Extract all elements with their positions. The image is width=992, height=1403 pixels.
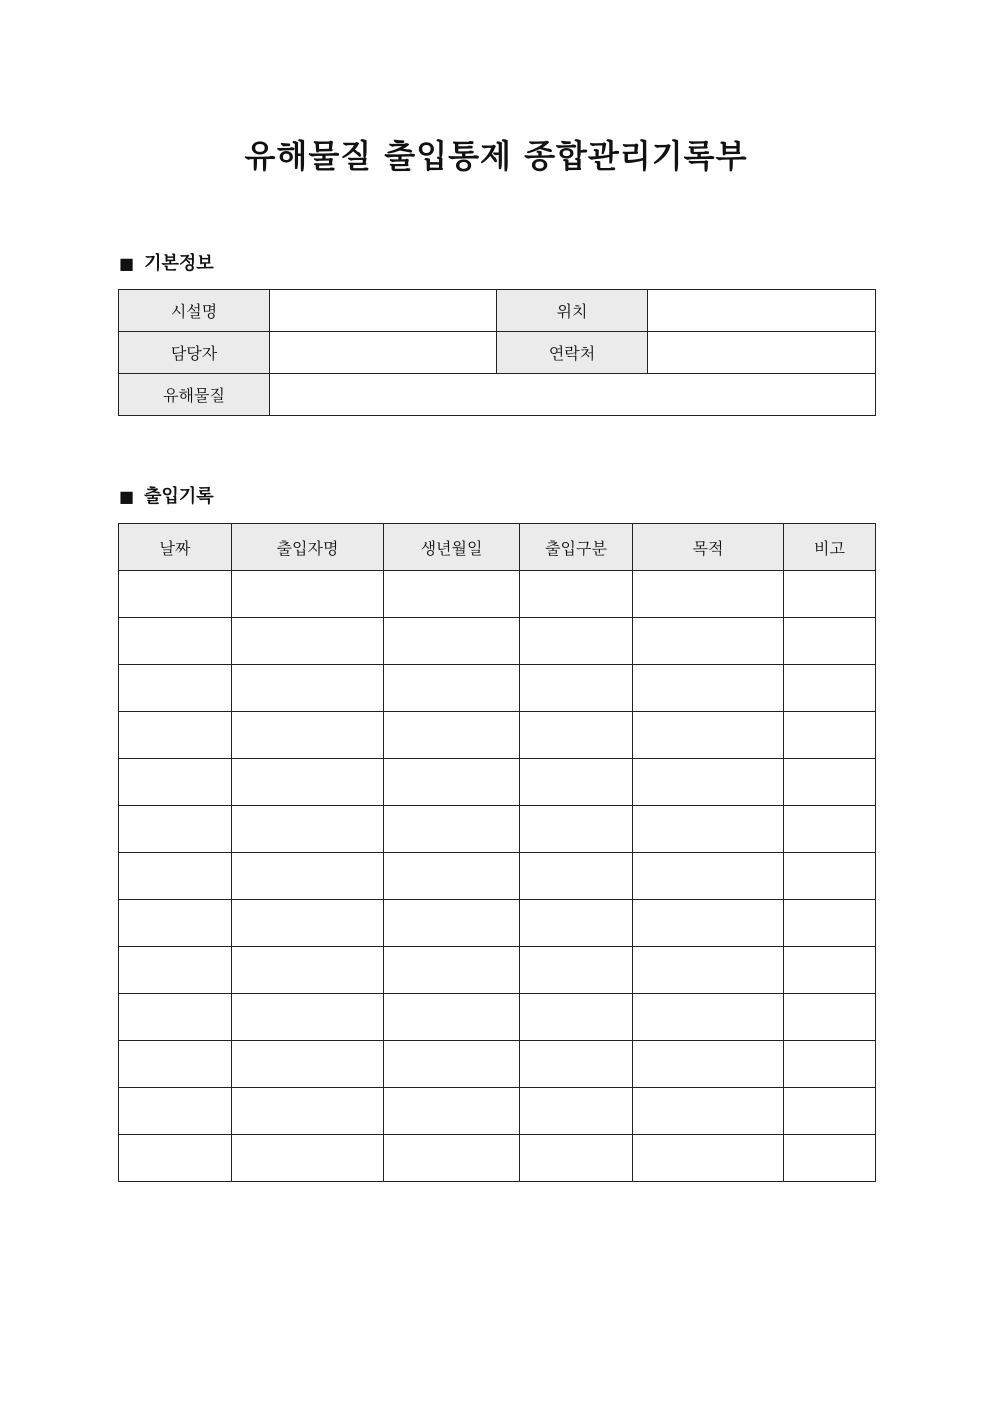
cell-date[interactable] <box>119 1088 232 1135</box>
cell-remarks[interactable] <box>784 947 876 994</box>
cell-remarks[interactable] <box>784 1088 876 1135</box>
table-row <box>119 1088 876 1135</box>
cell-access-type[interactable] <box>520 571 633 618</box>
cell-visitor-name[interactable] <box>232 900 384 947</box>
cell-purpose[interactable] <box>633 900 784 947</box>
cell-remarks[interactable] <box>784 759 876 806</box>
contact-field[interactable] <box>648 332 876 374</box>
cell-visitor-name[interactable] <box>232 806 384 853</box>
cell-visitor-name[interactable] <box>232 994 384 1041</box>
table-row <box>119 947 876 994</box>
cell-purpose[interactable] <box>633 1135 784 1182</box>
cell-date[interactable] <box>119 759 232 806</box>
cell-date[interactable] <box>119 571 232 618</box>
cell-date[interactable] <box>119 1135 232 1182</box>
basic-info-heading-label: 기본정보 <box>144 253 214 274</box>
cell-remarks[interactable] <box>784 712 876 759</box>
contact-label: 연락처 <box>497 332 648 374</box>
facility-name-label: 시설명 <box>119 290 270 332</box>
cell-birth-date[interactable] <box>384 947 520 994</box>
basic-info-row <box>119 290 876 332</box>
table-row <box>119 665 876 712</box>
cell-birth-date[interactable] <box>384 618 520 665</box>
cell-visitor-name[interactable] <box>232 1135 384 1182</box>
cell-visitor-name[interactable] <box>232 665 384 712</box>
manager-label: 담당자 <box>119 332 270 374</box>
cell-visitor-name[interactable] <box>232 947 384 994</box>
cell-access-type[interactable] <box>520 947 633 994</box>
access-log-heading <box>119 485 214 509</box>
cell-purpose[interactable] <box>633 1088 784 1135</box>
cell-access-type[interactable] <box>520 1041 633 1088</box>
hazardous-material-label: 유해물질 <box>119 374 270 416</box>
cell-remarks[interactable] <box>784 1135 876 1182</box>
cell-birth-date[interactable] <box>384 1041 520 1088</box>
cell-access-type[interactable] <box>520 1088 633 1135</box>
cell-access-type[interactable] <box>520 994 633 1041</box>
cell-birth-date[interactable] <box>384 994 520 1041</box>
cell-birth-date[interactable] <box>384 1135 520 1182</box>
access-log-heading-label: 출입기록 <box>144 486 214 507</box>
cell-date[interactable] <box>119 900 232 947</box>
basic-info-row <box>119 374 876 416</box>
cell-purpose[interactable] <box>633 571 784 618</box>
table-row <box>119 1135 876 1182</box>
cell-birth-date[interactable] <box>384 571 520 618</box>
cell-purpose[interactable] <box>633 947 784 994</box>
facility-name-field[interactable] <box>270 290 497 332</box>
table-row <box>119 994 876 1041</box>
column-header-access-type: 출입구분 <box>520 524 633 571</box>
cell-date[interactable] <box>119 712 232 759</box>
location-field[interactable] <box>648 290 876 332</box>
table-row <box>119 759 876 806</box>
cell-remarks[interactable] <box>784 571 876 618</box>
cell-purpose[interactable] <box>633 806 784 853</box>
manager-field[interactable] <box>270 332 497 374</box>
cell-access-type[interactable] <box>520 665 633 712</box>
cell-date[interactable] <box>119 806 232 853</box>
cell-visitor-name[interactable] <box>232 618 384 665</box>
hazardous-material-field[interactable] <box>270 374 876 416</box>
cell-date[interactable] <box>119 665 232 712</box>
cell-birth-date[interactable] <box>384 806 520 853</box>
cell-birth-date[interactable] <box>384 1088 520 1135</box>
access-log-table <box>118 523 876 1182</box>
cell-remarks[interactable] <box>784 900 876 947</box>
cell-date[interactable] <box>119 947 232 994</box>
column-header-remarks: 비고 <box>784 524 876 571</box>
cell-birth-date[interactable] <box>384 665 520 712</box>
access-log-header-row <box>119 524 876 571</box>
cell-remarks[interactable] <box>784 618 876 665</box>
cell-remarks[interactable] <box>784 994 876 1041</box>
cell-visitor-name[interactable] <box>232 853 384 900</box>
basic-info-table <box>118 289 876 416</box>
cell-birth-date[interactable] <box>384 900 520 947</box>
cell-remarks[interactable] <box>784 806 876 853</box>
table-row <box>119 806 876 853</box>
cell-visitor-name[interactable] <box>232 712 384 759</box>
column-header-purpose: 목적 <box>633 524 784 571</box>
cell-access-type[interactable] <box>520 759 633 806</box>
location-label: 위치 <box>497 290 648 332</box>
cell-visitor-name[interactable] <box>232 1088 384 1135</box>
cell-purpose[interactable] <box>633 712 784 759</box>
column-header-date: 날짜 <box>119 524 232 571</box>
basic-info-row <box>119 332 876 374</box>
table-row <box>119 712 876 759</box>
cell-birth-date[interactable] <box>384 759 520 806</box>
cell-date[interactable] <box>119 994 232 1041</box>
column-header-birth-date: 생년월일 <box>384 524 520 571</box>
table-row <box>119 853 876 900</box>
table-row <box>119 900 876 947</box>
cell-visitor-name[interactable] <box>232 1041 384 1088</box>
basic-info-heading <box>119 252 214 276</box>
column-header-visitor-name: 출입자명 <box>232 524 384 571</box>
table-row <box>119 571 876 618</box>
cell-visitor-name[interactable] <box>232 759 384 806</box>
cell-access-type[interactable] <box>520 853 633 900</box>
cell-access-type[interactable] <box>520 712 633 759</box>
cell-access-type[interactable] <box>520 806 633 853</box>
cell-purpose[interactable] <box>633 759 784 806</box>
cell-remarks[interactable] <box>784 853 876 900</box>
cell-date[interactable] <box>119 853 232 900</box>
cell-date[interactable] <box>119 1041 232 1088</box>
table-row <box>119 618 876 665</box>
cell-remarks[interactable] <box>784 1041 876 1088</box>
cell-remarks[interactable] <box>784 665 876 712</box>
cell-birth-date[interactable] <box>384 712 520 759</box>
square-bullet-icon: ■ <box>119 487 135 506</box>
cell-purpose[interactable] <box>633 618 784 665</box>
cell-access-type[interactable] <box>520 900 633 947</box>
cell-access-type[interactable] <box>520 1135 633 1182</box>
cell-purpose[interactable] <box>633 665 784 712</box>
cell-purpose[interactable] <box>633 853 784 900</box>
page-title: 유해물질 출입통제 종합관리기록부 <box>244 137 748 175</box>
cell-birth-date[interactable] <box>384 853 520 900</box>
cell-access-type[interactable] <box>520 618 633 665</box>
cell-purpose[interactable] <box>633 1041 784 1088</box>
table-row <box>119 1041 876 1088</box>
cell-visitor-name[interactable] <box>232 571 384 618</box>
square-bullet-icon: ■ <box>119 254 135 273</box>
cell-purpose[interactable] <box>633 994 784 1041</box>
cell-date[interactable] <box>119 618 232 665</box>
